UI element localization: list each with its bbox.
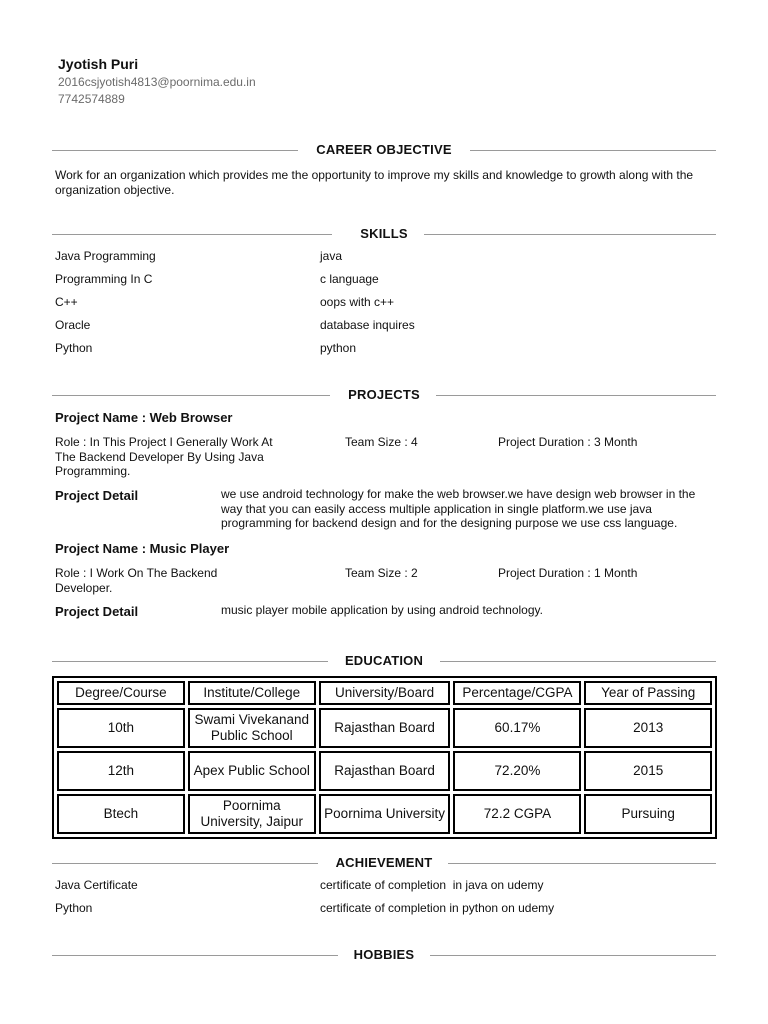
skill-detail: python xyxy=(320,341,357,355)
achievement-heading xyxy=(52,853,716,873)
career-objective-title: CAREER OBJECTIVE xyxy=(300,142,467,157)
column-header: Year of Passing xyxy=(584,681,712,705)
skill-detail: java xyxy=(320,249,343,263)
project-role: Role : In This Project I Generally Work At The Backend Developer By Using Java Programming. xyxy=(55,435,273,478)
skill-detail: database inquires xyxy=(320,318,415,332)
project-team-size: Team Size : 4 xyxy=(345,435,418,449)
project-detail-text: we use android technology for make the web browser.we have design web browser in the way that you can easily access multiple application in single platform.we use java programming for backend design and for the designing purpose we use css language. xyxy=(221,487,696,530)
table-cell: Rajasthan Board xyxy=(319,751,451,791)
achievement-name: Python xyxy=(55,901,93,915)
table-cell: Rajasthan Board xyxy=(319,708,451,748)
table-cell: Poornima University, Jaipur xyxy=(188,794,316,834)
project-role: Role : I Work On The Backend Developer. xyxy=(55,566,218,595)
skill-detail: c language xyxy=(320,272,379,286)
email-text: 2016csjyotish4813@poornima.edu.in xyxy=(58,75,256,89)
table-cell: 72.2 CGPA xyxy=(453,794,581,834)
skill-detail: oops with c++ xyxy=(320,295,395,309)
table-cell: Apex Public School xyxy=(188,751,316,791)
projects-heading xyxy=(52,385,716,405)
skill-name: Oracle xyxy=(55,318,91,332)
table-cell: 12th xyxy=(57,751,185,791)
project-duration: Project Duration : 3 Month xyxy=(498,435,638,449)
hobbies-heading xyxy=(52,945,716,965)
project-title: Project Name : Music Player xyxy=(55,541,230,556)
education-title: EDUCATION xyxy=(329,653,439,668)
table-row xyxy=(57,708,712,748)
hobbies-title: HOBBIES xyxy=(338,947,431,962)
table-cell: 10th xyxy=(57,708,185,748)
table-row xyxy=(57,794,712,834)
table-cell: Pursuing xyxy=(584,794,712,834)
skill-name: C++ xyxy=(55,295,78,309)
achievement-title: ACHIEVEMENT xyxy=(320,855,449,870)
project-duration: Project Duration : 1 Month xyxy=(498,566,638,580)
project-detail-label: Project Detail xyxy=(55,604,139,619)
career-objective-text: Work for an organization which provides me the opportunity to improve my skills and knowledge to growth along with the organization objective. xyxy=(55,168,694,197)
skill-name: Python xyxy=(55,341,93,355)
project-detail-label: Project Detail xyxy=(55,488,139,503)
table-cell: 72.20% xyxy=(453,751,581,791)
achievement-name: Java Certificate xyxy=(55,878,138,892)
column-header: Institute/College xyxy=(188,681,316,705)
table-cell: Btech xyxy=(57,794,185,834)
table-row xyxy=(57,751,712,791)
skills-heading xyxy=(52,224,716,244)
education-heading xyxy=(52,651,716,671)
achievement-detail: certificate of completion in python on udemy xyxy=(320,901,555,915)
table-cell: 60.17% xyxy=(453,708,581,748)
phone-text: 7742574889 xyxy=(58,92,125,106)
table-cell: 2015 xyxy=(584,751,712,791)
table-cell: Poornima University xyxy=(319,794,451,834)
achievement-detail: certificate of completion in java on udemy xyxy=(320,878,544,892)
column-header: University/Board xyxy=(319,681,451,705)
career-objective-heading xyxy=(52,140,716,160)
projects-title: PROJECTS xyxy=(332,387,436,402)
table-cell: 2013 xyxy=(584,708,712,748)
column-header: Degree/Course xyxy=(57,681,185,705)
project-detail-text: music player mobile application by using android technology. xyxy=(221,603,543,617)
project-team-size: Team Size : 2 xyxy=(345,566,418,580)
education-table xyxy=(52,676,717,839)
candidate-name: Jyotish Puri xyxy=(58,56,139,72)
skill-name: Programming In C xyxy=(55,272,153,286)
column-header: Percentage/CGPA xyxy=(453,681,581,705)
skill-name: Java Programming xyxy=(55,249,156,263)
table-header-row xyxy=(57,681,712,705)
project-title: Project Name : Web Browser xyxy=(55,410,233,425)
table-cell: Swami Vivekanand Public School xyxy=(188,708,316,748)
skills-title: SKILLS xyxy=(344,226,423,241)
